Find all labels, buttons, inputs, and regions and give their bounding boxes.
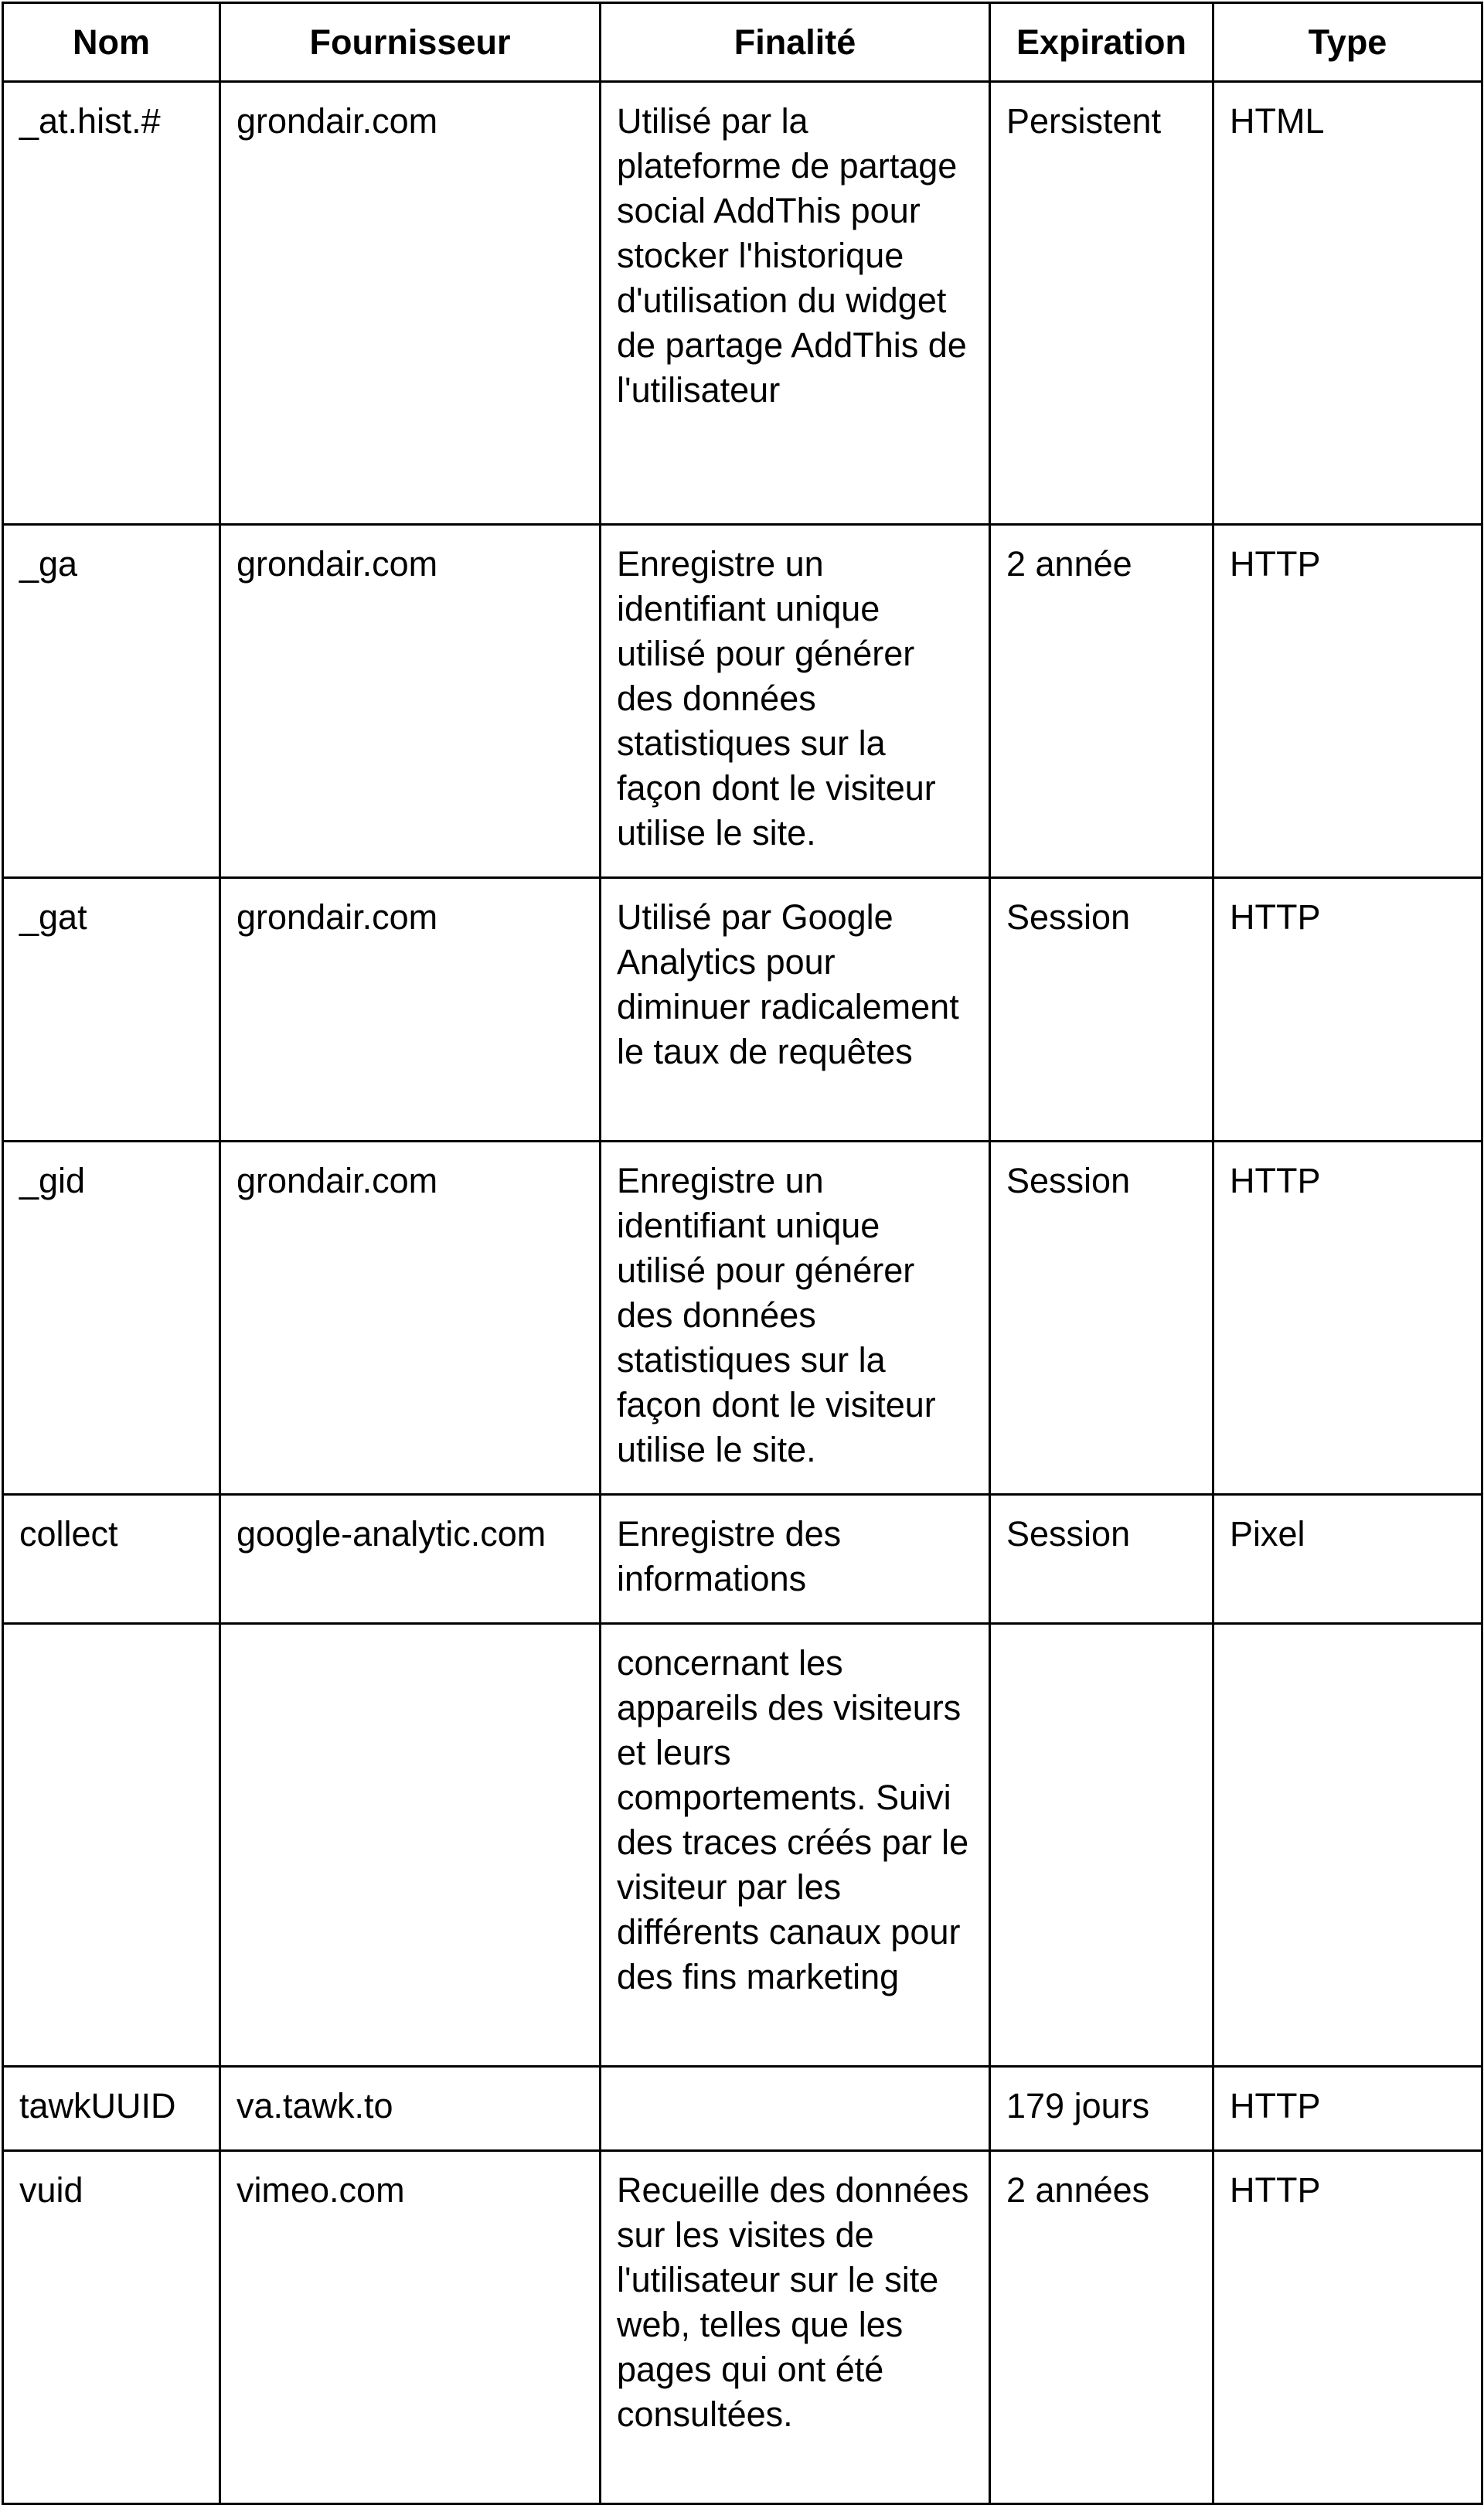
- cell-fournisseur: google-analytic.com: [220, 1495, 601, 1624]
- cell-expiration: 179 jours: [990, 2067, 1213, 2151]
- table-row: [3, 2151, 1482, 2504]
- table-row: [3, 82, 1482, 525]
- cell-finalite: concernant les appareils des visiteurs et leurs comportements. Suivi des traces créés par le visiteur par les différents canaux pour des fins marketing: [601, 1624, 990, 2067]
- cell-nom: [3, 1624, 220, 2067]
- cookie-table: [2, 2, 1483, 2505]
- cell-nom: vuid: [3, 2151, 220, 2504]
- cell-type: HTTP: [1213, 1142, 1482, 1495]
- cell-type: HTTP: [1213, 2067, 1482, 2151]
- cell-type: HTTP: [1213, 525, 1482, 878]
- cell-finalite: Utilisé par la plateforme de partage social AddThis pour stocker l'historique d'utilisation du widget de partage AddThis de l'utilisateur: [601, 82, 990, 525]
- cell-expiration: 2 années: [990, 2151, 1213, 2504]
- cell-finalite: Enregistre un identifiant unique utilisé pour générer des données statistiques sur la façon dont le visiteur utilise le site.: [601, 525, 990, 878]
- cell-expiration: Session: [990, 1495, 1213, 1624]
- header-finalite: Finalité: [601, 3, 990, 82]
- cell-nom: _at.hist.#: [3, 82, 220, 525]
- cell-type: [1213, 1624, 1482, 2067]
- cell-fournisseur: vimeo.com: [220, 2151, 601, 2504]
- table-row: [3, 878, 1482, 1142]
- table-row: [3, 525, 1482, 878]
- cell-type: Pixel: [1213, 1495, 1482, 1624]
- table-header-row: [3, 3, 1482, 82]
- cell-type: HTTP: [1213, 878, 1482, 1142]
- cell-finalite: [601, 2067, 990, 2151]
- cell-nom: _gid: [3, 1142, 220, 1495]
- header-nom: Nom: [3, 3, 220, 82]
- cell-finalite: Recueille des données sur les visites de l'utilisateur sur le site web, telles que les pages qui ont été consultées.: [601, 2151, 990, 2504]
- cell-nom: _gat: [3, 878, 220, 1142]
- header-fournisseur: Fournisseur: [220, 3, 601, 82]
- cell-expiration: 2 année: [990, 525, 1213, 878]
- cell-type: HTTP: [1213, 2151, 1482, 2504]
- cell-expiration: Persistent: [990, 82, 1213, 525]
- table-row: [3, 2067, 1482, 2151]
- table-row: [3, 1495, 1482, 1624]
- cell-expiration: [990, 1624, 1213, 2067]
- cell-finalite: Utilisé par Google Analytics pour diminuer radicalement le taux de requêtes: [601, 878, 990, 1142]
- cell-type: HTML: [1213, 82, 1482, 525]
- cell-fournisseur: grondair.com: [220, 1142, 601, 1495]
- cell-expiration: Session: [990, 878, 1213, 1142]
- cell-fournisseur: grondair.com: [220, 82, 601, 525]
- cell-fournisseur: grondair.com: [220, 525, 601, 878]
- header-expiration: Expiration: [990, 3, 1213, 82]
- table-row: [3, 1142, 1482, 1495]
- table-row: [3, 1624, 1482, 2067]
- cell-fournisseur: grondair.com: [220, 878, 601, 1142]
- cell-fournisseur: [220, 1624, 601, 2067]
- cell-finalite: Enregistre des informations: [601, 1495, 990, 1624]
- header-type: Type: [1213, 3, 1482, 82]
- cell-expiration: Session: [990, 1142, 1213, 1495]
- cell-nom: collect: [3, 1495, 220, 1624]
- cell-fournisseur: va.tawk.to: [220, 2067, 601, 2151]
- cell-nom: _ga: [3, 525, 220, 878]
- cell-nom: tawkUUID: [3, 2067, 220, 2151]
- cell-finalite: Enregistre un identifiant unique utilisé pour générer des données statistiques sur la façon dont le visiteur utilise le site.: [601, 1142, 990, 1495]
